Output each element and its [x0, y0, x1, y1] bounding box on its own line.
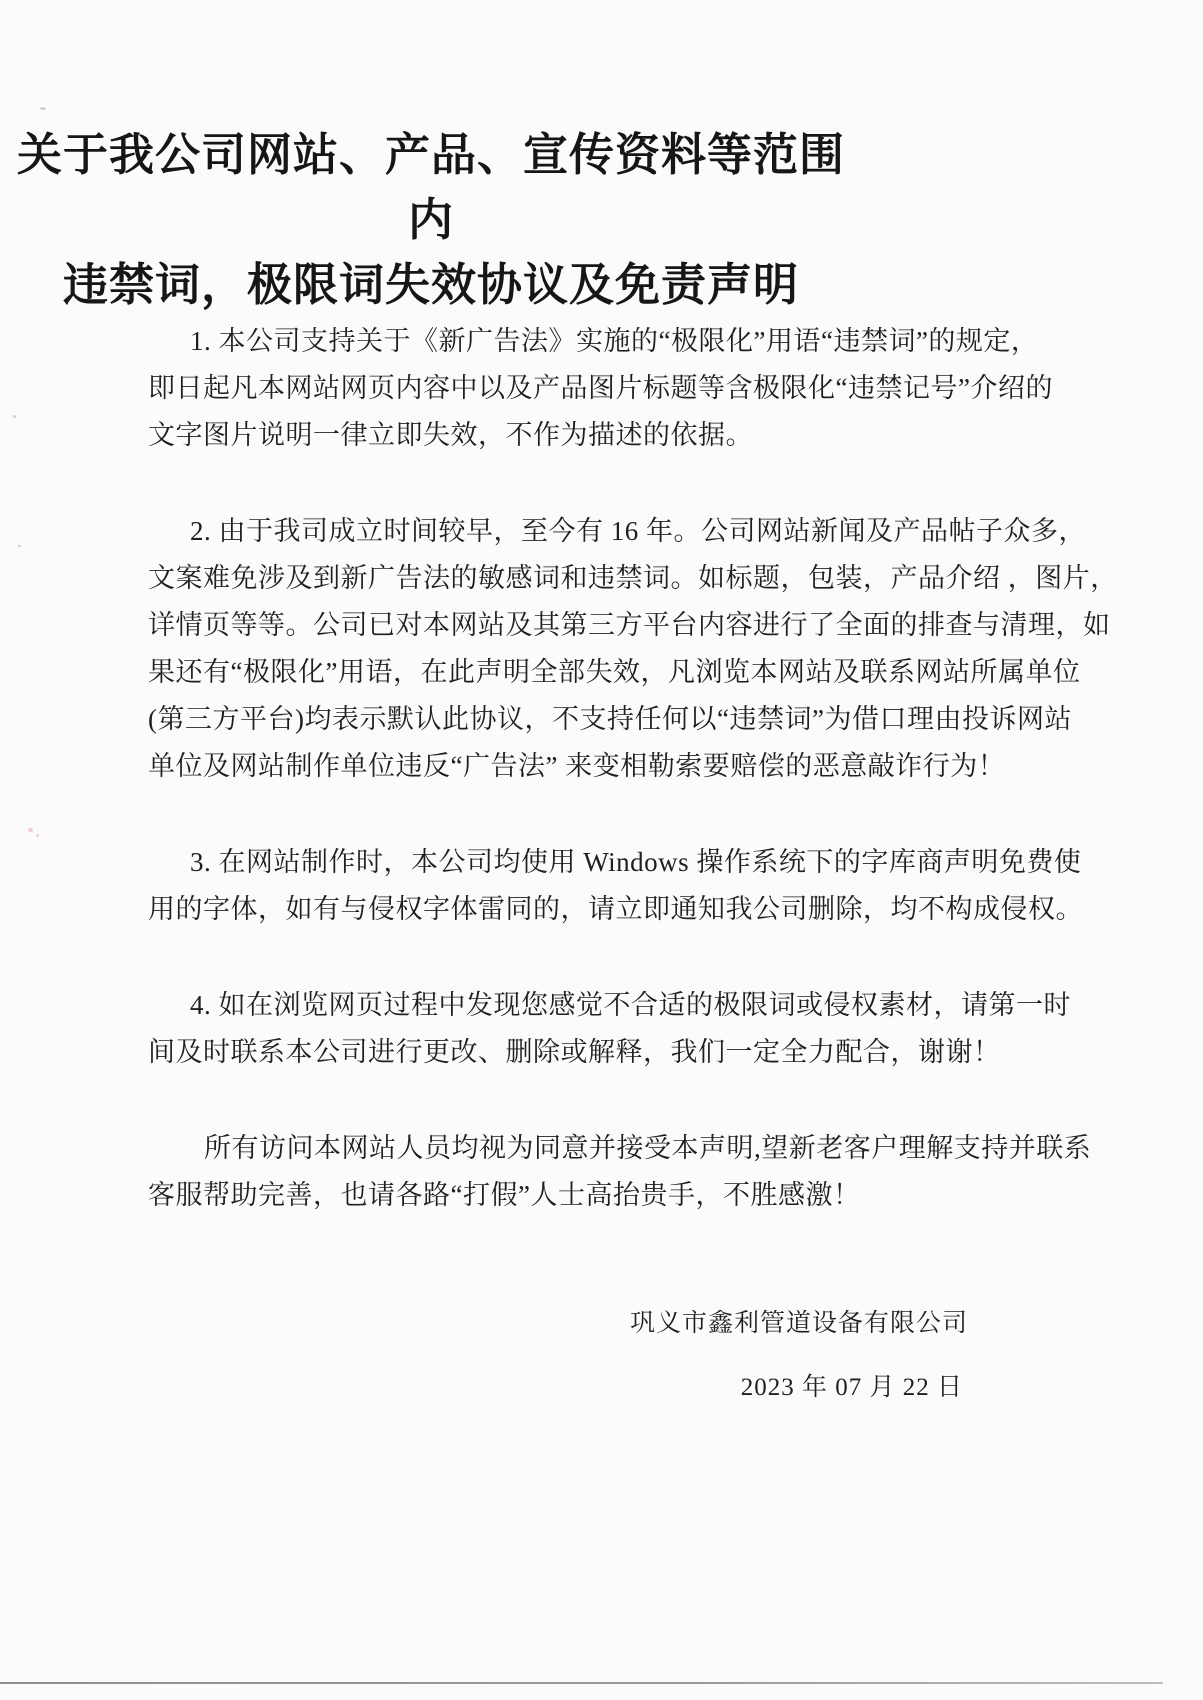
text-line: 3. 在网站制作时，本公司均使用 Windows 操作系统下的字库商声明免费使: [190, 847, 1082, 877]
text-line: 用的字体，如有与侵权字体雷同的，请立即通知我公司删除，均不构成侵权。: [148, 894, 1083, 924]
document-body: [148, 318, 1118, 1268]
scan-speck: [13, 415, 16, 418]
text-line: 果还有“极限化”用语，在此声明全部失效，凡浏览本网站及联系网站所属单位: [148, 657, 1081, 687]
text-line: 文字图片说明一律立即失效，不作为描述的依据。: [148, 420, 753, 450]
paragraph-4: [148, 982, 1071, 1076]
text-line: 客服帮助完善，也请各路“打假”人士高抬贵手，不胜感激！: [148, 1180, 861, 1210]
closing-paragraph: [148, 1125, 1092, 1219]
document-title-line-2: 违禁词，极限词失效协议及免责声明: [62, 259, 799, 310]
company-signature: 巩义市鑫利管道设备有限公司: [629, 1310, 968, 1337]
text-line: 2. 由于我司成立时间较早，至今有 16 年。公司网站新闻及产品帖子众多，: [190, 516, 1086, 546]
document-date: 2023 年 07 月 22 日: [740, 1374, 963, 1401]
document-title-line-1: 关于我公司网站、产品、宣传资料等范围内: [16, 129, 845, 245]
scan-speck: [28, 828, 33, 832]
text-line: 即日起凡本网站网页内容中以及产品图片标题等含极限化“违禁记号”介绍的: [148, 373, 1053, 403]
text-line: 文案难免涉及到新广告法的敏感词和违禁词。如标题，包装，产品介绍 ，图片，: [148, 563, 1118, 593]
text-line: 4. 如在浏览网页过程中发现您感觉不合适的极限词或侵权素材，请第一时: [190, 990, 1071, 1020]
text-line: 间及时联系本公司进行更改、删除或解释，我们一定全力配合，谢谢！: [148, 1037, 1001, 1067]
text-line: (第三方平台)均表示默认此协议，不支持任何以“违禁词”为借口理由投诉网站: [148, 704, 1072, 734]
scan-speck: [36, 834, 39, 837]
scan-speck: [18, 545, 21, 547]
scan-speck: [40, 107, 46, 110]
paragraph-1: [148, 318, 1053, 459]
signature-block: [148, 1300, 1010, 1411]
text-line: 单位及网站制作单位违反“广告法” 来变相勒索要赔偿的恶意敲诈行为！: [148, 751, 1006, 781]
scan-edge-line: [0, 1682, 1163, 1684]
text-line: 1. 本公司支持关于《新广告法》实施的“极限化”用语“违禁词”的规定，: [190, 326, 1039, 356]
text-line: 详情页等等。公司已对本网站及其第三方平台内容进行了全面的排查与清理，如: [148, 610, 1111, 640]
paragraph-2: [148, 508, 1118, 790]
document-title: [0, 122, 862, 317]
paragraph-3: [148, 839, 1083, 933]
text-line: 所有访问本网站人员均视为同意并接受本声明,望新老客户理解支持并联系: [204, 1133, 1092, 1163]
